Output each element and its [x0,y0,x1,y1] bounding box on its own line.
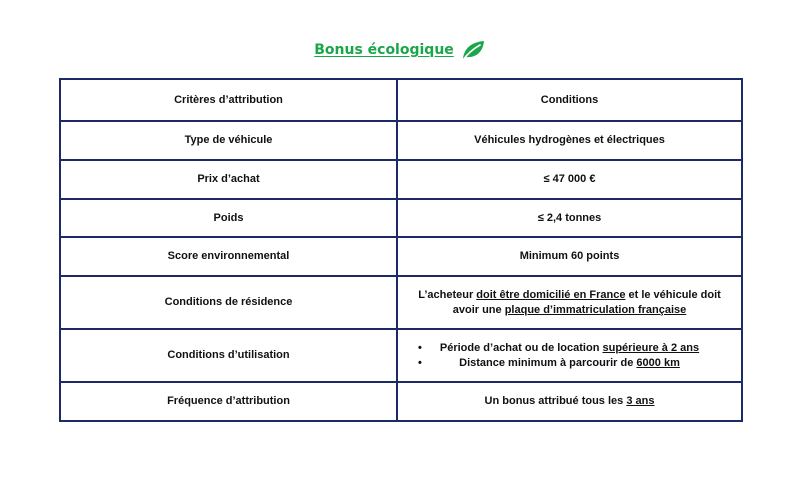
bullet-list [408,341,731,371]
table-row [60,121,742,160]
row-value [397,276,742,329]
row-label: Score environnemental [60,237,397,276]
header-criteria: Critères d’attribution [60,79,397,121]
bullet-item [408,341,731,356]
value-text: Un bonus attribué tous les [484,395,627,407]
table-row [60,276,742,329]
value-underlined: doit être domicilié en France [476,288,626,301]
page-title: Bonus écologique [314,42,454,58]
value-underlined: 3 ans [626,395,655,407]
criteria-table [59,78,743,422]
bullet-item [408,356,731,371]
table-row [60,199,742,237]
bullet-text: Distance minimum à parcourir de [459,356,637,369]
row-label: Poids [60,199,397,237]
bullet-underlined: 6000 km [636,356,680,369]
row-value: Véhicules hydrogènes et électriques [397,121,742,160]
table-row [60,329,742,382]
row-label: Conditions d’utilisation [60,329,397,382]
row-label: Fréquence d’attribution [60,382,397,421]
table-header-row [60,79,742,121]
row-value: ≤ 47 000 € [397,160,742,199]
table-row [60,160,742,199]
bullet-underlined: supérieure à 2 ans [602,341,700,354]
value-text: L’acheteur [418,288,477,301]
value-text: et le véhicule doit avoir une [452,288,721,316]
value-underlined: plaque d’immatriculation française [504,303,687,316]
leaf-icon [460,39,486,61]
row-label: Conditions de résidence [60,276,397,329]
header-conditions: Conditions [397,79,742,121]
row-label: Type de véhicule [60,121,397,160]
bullet-text: Période d’achat ou de location [439,341,603,354]
table-row [60,382,742,421]
row-label: Prix d’achat [60,160,397,199]
row-value: Minimum 60 points [397,237,742,276]
row-value [397,382,742,421]
table-row [60,237,742,276]
row-value [397,329,742,382]
row-value: ≤ 2,4 tonnes [397,199,742,237]
title-bar [0,38,800,62]
